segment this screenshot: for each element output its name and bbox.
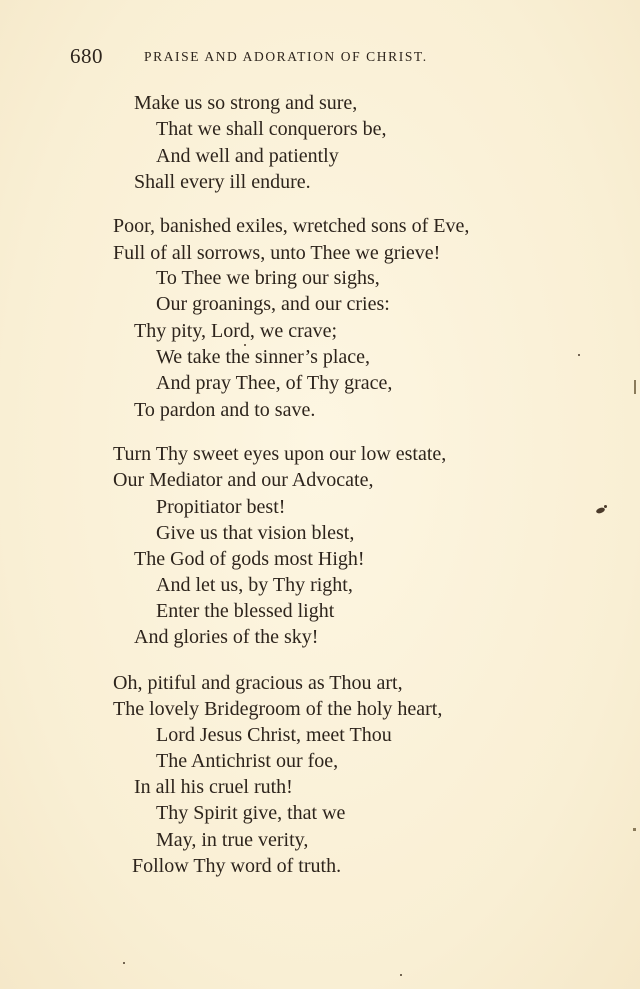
ink-speck xyxy=(578,354,580,356)
verse-line: Propitiator best! xyxy=(156,496,286,518)
ink-speck xyxy=(123,962,125,964)
page-header xyxy=(70,44,510,70)
page-edge-mark xyxy=(634,380,636,394)
verse-line: To pardon and to save. xyxy=(134,399,316,421)
verse-line: Thy pity, Lord, we crave; xyxy=(134,320,338,342)
verse-line: And well and patiently xyxy=(156,145,339,167)
page-number: 680 xyxy=(70,44,103,68)
verse-line: Oh, pitiful and gracious as Thou art, xyxy=(113,672,403,694)
verse-line: That we shall conquerors be, xyxy=(156,118,387,140)
verse-line: Thy Spirit give, that we xyxy=(156,802,346,824)
ink-speck xyxy=(604,505,607,508)
verse-line: Our Mediator and our Advocate, xyxy=(113,469,374,491)
verse-line: Lord Jesus Christ, meet Thou xyxy=(156,724,392,746)
page-edge-mark xyxy=(633,828,636,831)
verse-line: May, in true verity, xyxy=(156,829,309,851)
verse-line: The lovely Bridegroom of the holy heart, xyxy=(113,698,443,720)
verse-line: Make us so strong and sure, xyxy=(134,92,358,114)
verse-line: Full of all sorrows, unto Thee we grieve! xyxy=(113,242,441,264)
verse-line: Enter the blessed light xyxy=(156,600,335,622)
verse-line: Shall every ill endure. xyxy=(134,171,311,193)
verse-line: And pray Thee, of Thy grace, xyxy=(156,372,393,394)
ink-speck xyxy=(400,974,402,976)
ink-speck xyxy=(244,344,246,346)
verse-line: Poor, banished exiles, wretched sons of Eve, xyxy=(113,215,470,237)
verse-line: Turn Thy sweet eyes upon our low estate, xyxy=(113,443,447,465)
verse-line: In all his cruel ruth! xyxy=(134,776,293,798)
verse-line: And let us, by Thy right, xyxy=(156,574,353,596)
verse-line: To Thee we bring our sighs, xyxy=(156,267,380,289)
verse-line: Follow Thy word of truth. xyxy=(132,855,342,877)
verse-line: The Antichrist our foe, xyxy=(156,750,339,772)
running-title: PRAISE AND ADORATION OF CHRIST. xyxy=(144,49,428,64)
verse-line: And glories of the sky! xyxy=(134,626,319,648)
verse-line: The God of gods most High! xyxy=(134,548,365,570)
verse-line: We take the sinner’s place, xyxy=(156,346,371,368)
verse-line: Give us that vision blest, xyxy=(156,522,355,544)
verse-line: Our groanings, and our cries: xyxy=(156,293,390,315)
